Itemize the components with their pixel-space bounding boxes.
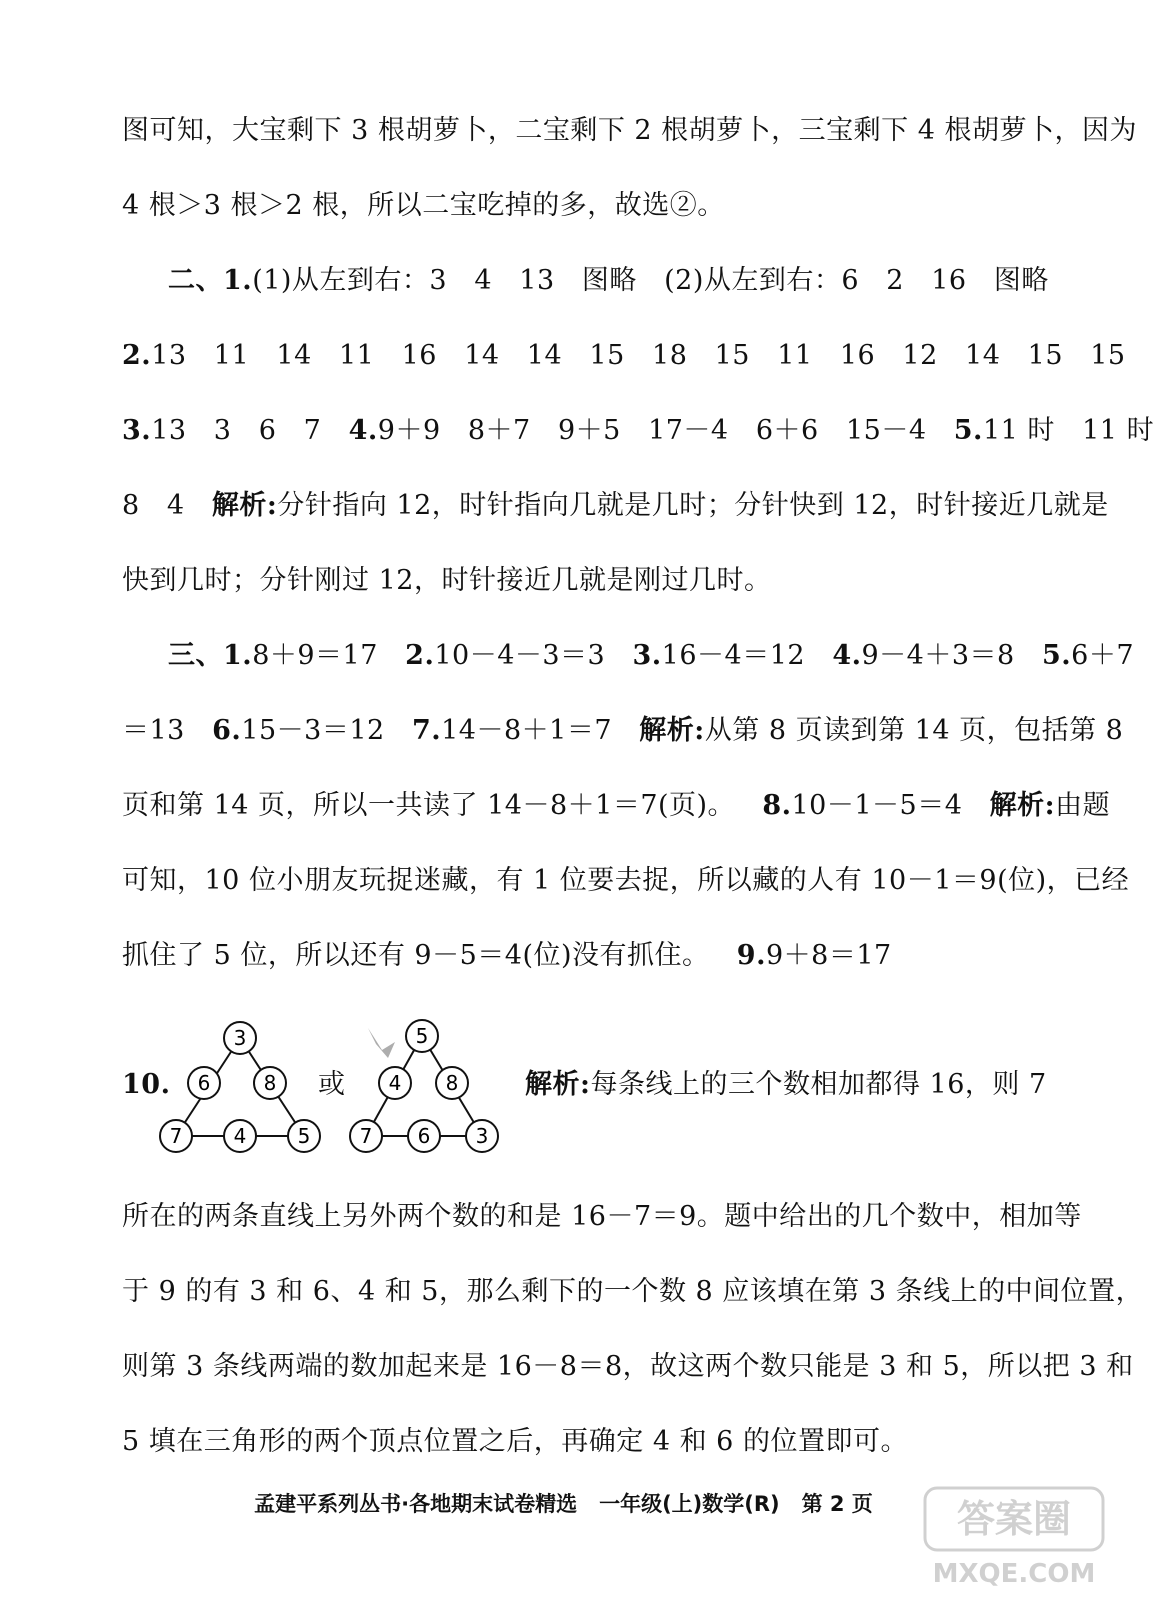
node-bottom-right (288, 1120, 320, 1152)
answer-text: 13 11 14 11 16 14 14 15 18 15 11 16 12 14 15 15 (151, 340, 1126, 371)
section-3-line-2 (122, 714, 1123, 748)
node-value: 7 (169, 1124, 183, 1148)
analysis-label: 解析: (639, 715, 705, 746)
question-number: 4. (348, 415, 378, 446)
answer-text: 10－1－5＝4 (791, 790, 990, 821)
q10-number: 10. (122, 1069, 171, 1100)
section-3-line-1 (168, 639, 1134, 673)
node-value: 3 (233, 1026, 247, 1050)
node-bottom-left (160, 1120, 192, 1152)
question-number: 2. (405, 640, 435, 671)
answer-text: 15－3＝12 (241, 715, 412, 746)
answer-text: 9＋9 8＋7 9＋5 17－4 6＋6 15－4 (377, 415, 954, 446)
node-bottom-mid (408, 1120, 440, 1152)
question-number: 4. (832, 640, 862, 671)
node-left-mid (379, 1067, 411, 1099)
node-value: 4 (388, 1071, 402, 1095)
question-number: 3. (122, 415, 152, 446)
node-top (406, 1020, 438, 1052)
answer-text: 9－4＋3＝8 (861, 640, 1042, 671)
section-2-q3-q5 (122, 414, 1154, 448)
answer-text: ＝13 (122, 715, 213, 746)
answer-text: 9＋8＝17 (765, 940, 892, 971)
section-label: 三、1. (168, 640, 253, 671)
pencil-mark-icon (368, 1028, 395, 1058)
question-number: 5. (953, 415, 983, 446)
answer-text: 14－8＋1＝7 (441, 715, 640, 746)
question-number: 7. (411, 715, 442, 746)
text-line-7: 快到几时；分针刚过 12，时针接近几就是刚过几时。 (122, 565, 772, 596)
node-left-mid (188, 1067, 220, 1099)
watermark-logo (921, 1482, 1109, 1592)
section-2-q5-cont (122, 489, 1109, 523)
answer-text: 10－4－3＝3 (434, 640, 633, 671)
node-value: 6 (417, 1124, 431, 1148)
watermark-url: MXQE.COM (932, 1559, 1096, 1589)
answer-text: 16－4＝12 (661, 640, 833, 671)
answer-text: 8 4 (122, 490, 212, 521)
analysis-text: 抓住了 5 位，所以还有 9－5＝4(位)没有抓住。 (122, 940, 737, 971)
text-line-13: 所在的两条直线上另外两个数的和是 16－7＝9。题中给出的几个数中，相加等 (122, 1201, 1082, 1232)
text-line-16: 5 填在三角形的两个顶点位置之后，再确定 4 和 6 的位置即可。 (122, 1426, 908, 1457)
answer-text: 6＋7 (1071, 640, 1135, 671)
node-value: 5 (297, 1124, 311, 1148)
node-bottom-left (350, 1120, 382, 1152)
analysis-text: 从第 8 页读到第 14 页，包括第 8 (704, 715, 1124, 746)
text-line-11: 可知，10 位小朋友玩捉迷藏，有 1 位要去捉，所以藏的人有 10－1＝9(位)，已经 (122, 865, 1130, 896)
analysis-label: 解析: (211, 490, 278, 521)
node-right-mid (254, 1067, 286, 1099)
answer-text: 11 时 11 时 (982, 415, 1154, 446)
node-value: 8 (445, 1071, 459, 1095)
analysis-text: 页和第 14 页，所以一共读了 14－8＋1＝7(页)。 (122, 790, 763, 821)
section-label: 二、1. (168, 265, 253, 296)
question-number: 9. (736, 940, 766, 971)
question-number: 8. (762, 790, 792, 821)
question-number: 6. (212, 715, 242, 746)
node-value: 8 (263, 1071, 277, 1095)
triangle-diagram-2 (350, 1020, 515, 1162)
answer-text: 13 3 6 7 (151, 415, 349, 446)
q10-analysis (525, 1068, 1047, 1102)
watermark-svg (921, 1482, 1109, 1592)
node-value: 7 (359, 1124, 373, 1148)
text-line-15: 则第 3 条线两端的数加起来是 16－8＝8，故这两个数只能是 3 和 5，所以把 3 和 (122, 1351, 1134, 1382)
section-3-line-5 (122, 939, 892, 973)
section-2-q1 (168, 264, 1049, 298)
node-value: 5 (415, 1024, 429, 1048)
triangle-svg-2 (350, 1020, 515, 1158)
text-line-2: 4 根＞3 根＞2 根，所以二宝吃掉的多，故选②。 (122, 190, 725, 221)
question-number: 5. (1041, 640, 1072, 671)
page-footer: 孟建平系列丛书·各地期末试卷精选 一年级(上)数学(R) 第 2 页 (254, 1492, 873, 1516)
or-label: 或 (318, 1069, 346, 1100)
node-top (224, 1022, 256, 1054)
question-number: 2. (122, 340, 152, 371)
analysis-text: 每条线上的三个数相加都得 16，则 7 (590, 1069, 1047, 1100)
text-line-14: 于 9 的有 3 和 6、4 和 5，那么剩下的一个数 8 应该填在第 3 条线上的中间位置， (122, 1276, 1144, 1307)
analysis-label: 解析: (989, 790, 1056, 821)
node-value: 4 (233, 1124, 247, 1148)
answer-text: (1)从左到右：3 4 13 图略 (2)从左到右：6 2 16 图略 (252, 265, 1049, 296)
node-value: 3 (475, 1124, 489, 1148)
analysis-text: 由题 (1055, 790, 1111, 821)
answer-text: 8＋9＝17 (252, 640, 406, 671)
node-right-mid (436, 1067, 468, 1099)
analysis-text: 分针指向 12，时针指向几就是几时；分针快到 12，时针接近几就是 (277, 490, 1109, 521)
watermark-title: 答案圈 (956, 1497, 1072, 1541)
node-value: 6 (197, 1071, 211, 1095)
section-2-q2 (122, 339, 1126, 373)
question-number: 3. (632, 640, 662, 671)
triangle-svg-1 (158, 1020, 323, 1158)
section-3-line-3 (122, 789, 1110, 823)
text-line-1: 图可知，大宝剩下 3 根胡萝卜，二宝剩下 2 根胡萝卜，三宝剩下 4 根胡萝卜，因为 (122, 115, 1138, 146)
node-bottom-mid (224, 1120, 256, 1152)
triangle-diagram-1 (158, 1020, 323, 1162)
analysis-label: 解析: (525, 1069, 591, 1100)
node-bottom-right (466, 1120, 498, 1152)
